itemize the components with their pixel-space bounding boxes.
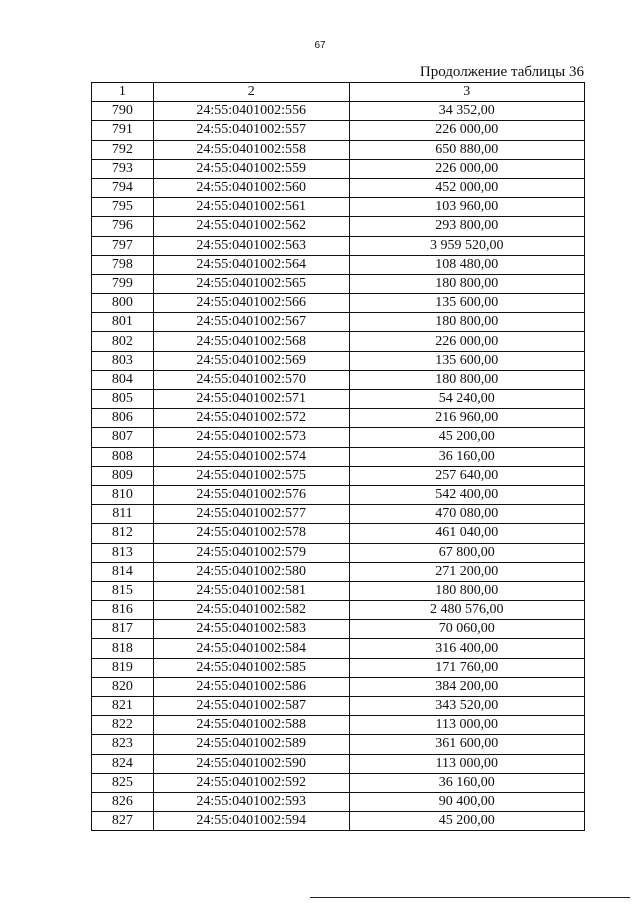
cadastral-number-cell: 24:55:0401002:568	[153, 332, 349, 351]
header-col-1: 1	[92, 83, 154, 102]
cadastral-number-cell: 24:55:0401002:587	[153, 697, 349, 716]
header-col-3: 3	[349, 83, 584, 102]
table-row	[92, 198, 585, 217]
cadastral-number-cell: 24:55:0401002:556	[153, 102, 349, 121]
cadastral-number-cell: 24:55:0401002:579	[153, 543, 349, 562]
table-row	[92, 217, 585, 236]
cadastral-number-cell: 24:55:0401002:573	[153, 428, 349, 447]
row-number-cell: 814	[92, 562, 154, 581]
row-number-cell: 810	[92, 485, 154, 504]
table-row	[92, 466, 585, 485]
cadastral-number-cell: 24:55:0401002:558	[153, 140, 349, 159]
value-cell: 226 000,00	[349, 121, 584, 140]
value-cell: 54 240,00	[349, 390, 584, 409]
table-row	[92, 294, 585, 313]
value-cell: 452 000,00	[349, 178, 584, 197]
row-number-cell: 805	[92, 390, 154, 409]
cadastral-number-cell: 24:55:0401002:582	[153, 601, 349, 620]
value-cell: 542 400,00	[349, 485, 584, 504]
footer-divider	[310, 897, 630, 898]
value-cell: 67 800,00	[349, 543, 584, 562]
cadastral-number-cell: 24:55:0401002:574	[153, 447, 349, 466]
value-cell: 343 520,00	[349, 697, 584, 716]
value-cell: 45 200,00	[349, 812, 584, 831]
cadastral-number-cell: 24:55:0401002:586	[153, 677, 349, 696]
table-row	[92, 716, 585, 735]
value-cell: 135 600,00	[349, 294, 584, 313]
row-number-cell: 804	[92, 370, 154, 389]
table-header	[92, 83, 585, 102]
value-cell: 90 400,00	[349, 792, 584, 811]
table-body	[92, 102, 585, 831]
cadastral-number-cell: 24:55:0401002:567	[153, 313, 349, 332]
table-row	[92, 792, 585, 811]
value-cell: 2 480 576,00	[349, 601, 584, 620]
value-cell: 3 959 520,00	[349, 236, 584, 255]
cadastral-number-cell: 24:55:0401002:564	[153, 255, 349, 274]
table-row	[92, 178, 585, 197]
row-number-cell: 821	[92, 697, 154, 716]
table-row	[92, 370, 585, 389]
row-number-cell: 801	[92, 313, 154, 332]
cadastral-number-cell: 24:55:0401002:570	[153, 370, 349, 389]
row-number-cell: 817	[92, 620, 154, 639]
cadastral-number-cell: 24:55:0401002:590	[153, 754, 349, 773]
cadastral-number-cell: 24:55:0401002:560	[153, 178, 349, 197]
row-number-cell: 818	[92, 639, 154, 658]
cadastral-number-cell: 24:55:0401002:592	[153, 773, 349, 792]
cadastral-number-cell: 24:55:0401002:588	[153, 716, 349, 735]
cadastral-number-cell: 24:55:0401002:593	[153, 792, 349, 811]
table-row	[92, 620, 585, 639]
value-cell: 103 960,00	[349, 198, 584, 217]
table-row	[92, 255, 585, 274]
table-row	[92, 313, 585, 332]
row-number-cell: 825	[92, 773, 154, 792]
header-row	[92, 83, 585, 102]
value-cell: 216 960,00	[349, 409, 584, 428]
table-row	[92, 390, 585, 409]
cadastral-number-cell: 24:55:0401002:594	[153, 812, 349, 831]
cadastral-number-cell: 24:55:0401002:576	[153, 485, 349, 504]
value-cell: 361 600,00	[349, 735, 584, 754]
table-row	[92, 601, 585, 620]
value-cell: 36 160,00	[349, 773, 584, 792]
row-number-cell: 812	[92, 524, 154, 543]
table-row	[92, 159, 585, 178]
table-row	[92, 274, 585, 293]
table-row	[92, 677, 585, 696]
table-row	[92, 639, 585, 658]
table-row	[92, 658, 585, 677]
table-row	[92, 485, 585, 504]
table-row	[92, 524, 585, 543]
row-number-cell: 798	[92, 255, 154, 274]
value-cell: 113 000,00	[349, 716, 584, 735]
table-row	[92, 581, 585, 600]
value-cell: 36 160,00	[349, 447, 584, 466]
row-number-cell: 822	[92, 716, 154, 735]
table-row	[92, 236, 585, 255]
row-number-cell: 816	[92, 601, 154, 620]
row-number-cell: 815	[92, 581, 154, 600]
table-row	[92, 505, 585, 524]
cadastral-number-cell: 24:55:0401002:557	[153, 121, 349, 140]
value-cell: 171 760,00	[349, 658, 584, 677]
cadastral-number-cell: 24:55:0401002:559	[153, 159, 349, 178]
value-cell: 226 000,00	[349, 332, 584, 351]
cadastral-number-cell: 24:55:0401002:577	[153, 505, 349, 524]
value-cell: 180 800,00	[349, 581, 584, 600]
table-row	[92, 697, 585, 716]
row-number-cell: 809	[92, 466, 154, 485]
row-number-cell: 791	[92, 121, 154, 140]
cadastral-number-cell: 24:55:0401002:585	[153, 658, 349, 677]
row-number-cell: 820	[92, 677, 154, 696]
row-number-cell: 803	[92, 351, 154, 370]
value-cell: 271 200,00	[349, 562, 584, 581]
row-number-cell: 827	[92, 812, 154, 831]
cadastral-number-cell: 24:55:0401002:569	[153, 351, 349, 370]
cadastral-number-cell: 24:55:0401002:583	[153, 620, 349, 639]
cadastral-number-cell: 24:55:0401002:561	[153, 198, 349, 217]
value-cell: 226 000,00	[349, 159, 584, 178]
table-row	[92, 102, 585, 121]
header-col-2: 2	[153, 83, 349, 102]
value-cell: 180 800,00	[349, 370, 584, 389]
cadastral-number-cell: 24:55:0401002:580	[153, 562, 349, 581]
table-row	[92, 140, 585, 159]
table-row	[92, 562, 585, 581]
row-number-cell: 793	[92, 159, 154, 178]
value-cell: 108 480,00	[349, 255, 584, 274]
row-number-cell: 794	[92, 178, 154, 197]
row-number-cell: 808	[92, 447, 154, 466]
value-cell: 257 640,00	[349, 466, 584, 485]
value-cell: 470 080,00	[349, 505, 584, 524]
cadastral-number-cell: 24:55:0401002:571	[153, 390, 349, 409]
cadastral-number-cell: 24:55:0401002:584	[153, 639, 349, 658]
cadastral-number-cell: 24:55:0401002:565	[153, 274, 349, 293]
table-continuation-label: Продолжение таблицы 36	[419, 64, 584, 80]
page-number: 67	[314, 40, 326, 51]
value-cell: 650 880,00	[349, 140, 584, 159]
row-number-cell: 824	[92, 754, 154, 773]
table-row	[92, 121, 585, 140]
table-row	[92, 773, 585, 792]
value-cell: 113 000,00	[349, 754, 584, 773]
table-row	[92, 428, 585, 447]
cadastral-number-cell: 24:55:0401002:578	[153, 524, 349, 543]
value-cell: 70 060,00	[349, 620, 584, 639]
value-cell: 293 800,00	[349, 217, 584, 236]
value-cell: 45 200,00	[349, 428, 584, 447]
row-number-cell: 800	[92, 294, 154, 313]
row-number-cell: 826	[92, 792, 154, 811]
table-row	[92, 735, 585, 754]
table-row	[92, 409, 585, 428]
table-row	[92, 543, 585, 562]
value-cell: 180 800,00	[349, 274, 584, 293]
row-number-cell: 797	[92, 236, 154, 255]
cadastral-number-cell: 24:55:0401002:572	[153, 409, 349, 428]
value-cell: 135 600,00	[349, 351, 584, 370]
row-number-cell: 799	[92, 274, 154, 293]
table-row	[92, 812, 585, 831]
row-number-cell: 806	[92, 409, 154, 428]
row-number-cell: 790	[92, 102, 154, 121]
data-table	[91, 82, 585, 831]
cadastral-number-cell: 24:55:0401002:566	[153, 294, 349, 313]
cadastral-number-cell: 24:55:0401002:563	[153, 236, 349, 255]
row-number-cell: 807	[92, 428, 154, 447]
row-number-cell: 813	[92, 543, 154, 562]
table-row	[92, 332, 585, 351]
value-cell: 180 800,00	[349, 313, 584, 332]
row-number-cell: 802	[92, 332, 154, 351]
row-number-cell: 811	[92, 505, 154, 524]
value-cell: 34 352,00	[349, 102, 584, 121]
cadastral-number-cell: 24:55:0401002:562	[153, 217, 349, 236]
row-number-cell: 792	[92, 140, 154, 159]
value-cell: 461 040,00	[349, 524, 584, 543]
row-number-cell: 823	[92, 735, 154, 754]
value-cell: 384 200,00	[349, 677, 584, 696]
row-number-cell: 819	[92, 658, 154, 677]
table-row	[92, 351, 585, 370]
cadastral-number-cell: 24:55:0401002:581	[153, 581, 349, 600]
row-number-cell: 796	[92, 217, 154, 236]
cadastral-number-cell: 24:55:0401002:589	[153, 735, 349, 754]
cadastral-number-cell: 24:55:0401002:575	[153, 466, 349, 485]
table-row	[92, 754, 585, 773]
row-number-cell: 795	[92, 198, 154, 217]
table-row	[92, 447, 585, 466]
value-cell: 316 400,00	[349, 639, 584, 658]
